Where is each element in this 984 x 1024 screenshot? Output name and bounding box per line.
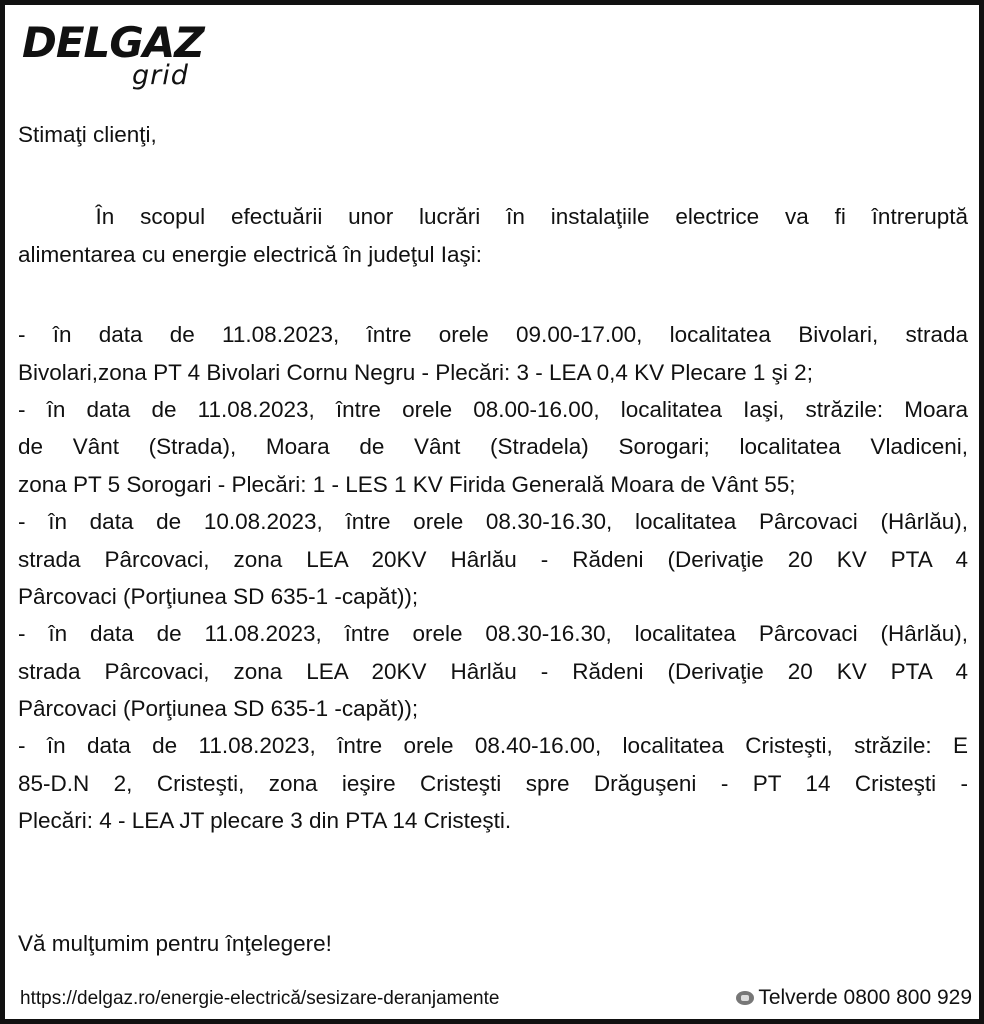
telverde-number: Telverde 0800 800 929 bbox=[758, 986, 972, 1009]
outage-item-line: - în data de 11.08.2023, între orele 08.30-16.30, localitatea Pârcovaci (Hârlău), bbox=[18, 621, 968, 646]
outage-item-line: Bivolari,zona PT 4 Bivolari Cornu Negru - Plecări: 3 - LEA 0,4 KV Plecare 1 şi 2; bbox=[18, 360, 813, 385]
outage-item-line: de Vânt (Strada), Moara de Vânt (Stradela) Sorogari; localitatea Vladiceni, bbox=[18, 434, 968, 459]
logo-sub: grid bbox=[132, 60, 189, 91]
greeting: Stimaţi clienţi, bbox=[18, 122, 157, 147]
outage-item-line: strada Pârcovaci, zona LEA 20KV Hârlău - Rădeni (Derivaţie 20 KV PTA 4 bbox=[18, 547, 968, 572]
closing: Vă mulţumim pentru înţelegere! bbox=[18, 931, 332, 956]
phone-icon bbox=[736, 991, 754, 1005]
outage-item-line: Plecări: 4 - LEA JT plecare 3 din PTA 14 Cristeşti. bbox=[18, 808, 512, 833]
outage-item-line: - în data de 11.08.2023, între orele 08.00-16.00, localitatea Iaşi, străzile: Moara bbox=[18, 397, 968, 422]
footer-telverde bbox=[736, 986, 972, 1010]
footer-url-link[interactable]: https://delgaz.ro/energie-electrică/sesizare-deranjamente bbox=[20, 988, 500, 1009]
outage-item-line: zona PT 5 Sorogari - Plecări: 1 - LES 1 KV Firida Generală Moara de Vânt 55; bbox=[18, 472, 796, 497]
outage-item-line: - în data de 11.08.2023, între orele 09.00-17.00, localitatea Bivolari, strada bbox=[18, 322, 968, 347]
outage-item-line: Pârcovaci (Porţiunea SD 635-1 -capăt)); bbox=[18, 696, 419, 721]
outage-item-line: - în data de 10.08.2023, între orele 08.30-16.30, localitatea Pârcovaci (Hârlău), bbox=[18, 509, 968, 534]
delgaz-grid-logo bbox=[22, 18, 212, 93]
intro-line: În scopul efectuării unor lucrări în instalaţiile electrice va fi întreruptă bbox=[18, 204, 968, 229]
outage-item-line: Pârcovaci (Porţiunea SD 635-1 -capăt)); bbox=[18, 584, 419, 609]
outage-item-line: - în data de 11.08.2023, între orele 08.40-16.00, localitatea Cristeşti, străzile: E bbox=[18, 733, 968, 758]
outage-item-line: strada Pârcovaci, zona LEA 20KV Hârlău - Rădeni (Derivaţie 20 KV PTA 4 bbox=[18, 659, 968, 684]
intro-line: alimentarea cu energie electrică în judeţul Iaşi: bbox=[18, 242, 483, 267]
logo-brand: DELGAZ bbox=[22, 18, 204, 67]
outage-item-line: 85-D.N 2, Cristeşti, zona ieşire Cristeşti spre Drăguşeni - PT 14 Cristeşti - bbox=[18, 771, 968, 796]
